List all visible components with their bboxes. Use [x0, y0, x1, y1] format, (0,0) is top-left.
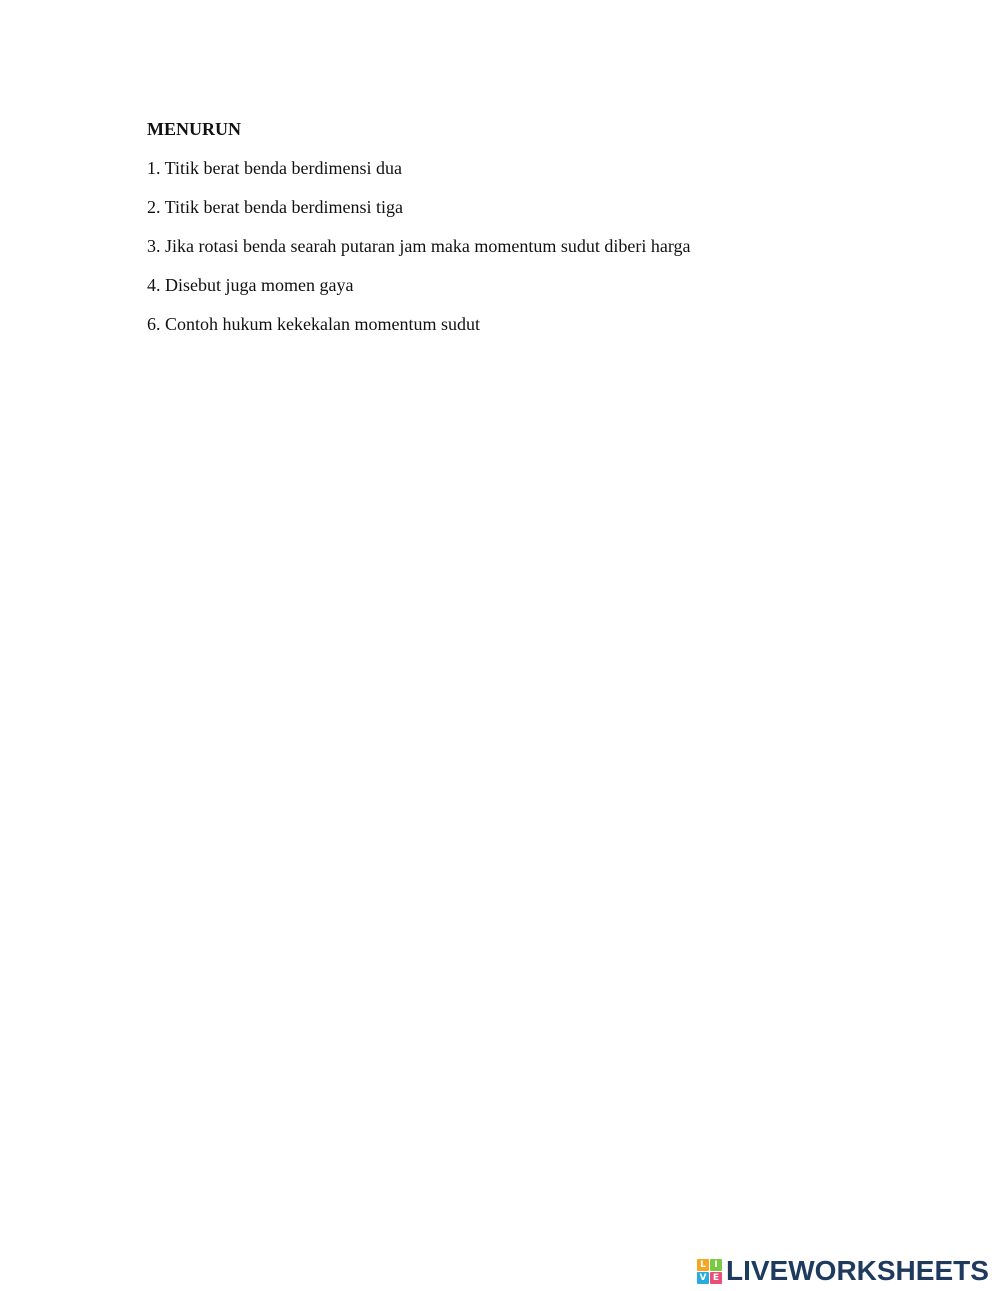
clue-item: 3. Jika rotasi benda searah putaran jam maka momentum sudut diberi harga: [147, 236, 691, 256]
clue-item: 4. Disebut juga momen gaya: [147, 275, 354, 295]
clue-item: 6. Contoh hukum kekekalan momentum sudut: [147, 314, 480, 334]
liveworksheets-logo: [697, 1256, 989, 1286]
clue-list: [147, 156, 927, 336]
clue-item: 2. Titik berat benda berdimensi tiga: [147, 197, 403, 217]
section-heading: MENURUN: [147, 119, 241, 139]
logo-tile: I: [710, 1259, 722, 1271]
clue-section: [147, 117, 927, 351]
clue-item: 1. Titik berat benda berdimensi dua: [147, 158, 402, 178]
logo-tile: L: [697, 1259, 709, 1271]
logo-mark-icon: [697, 1259, 722, 1284]
brand-name: LIVEWORKSHEETS: [726, 1255, 989, 1286]
logo-tile: V: [697, 1272, 709, 1284]
logo-tile: E: [710, 1272, 722, 1284]
